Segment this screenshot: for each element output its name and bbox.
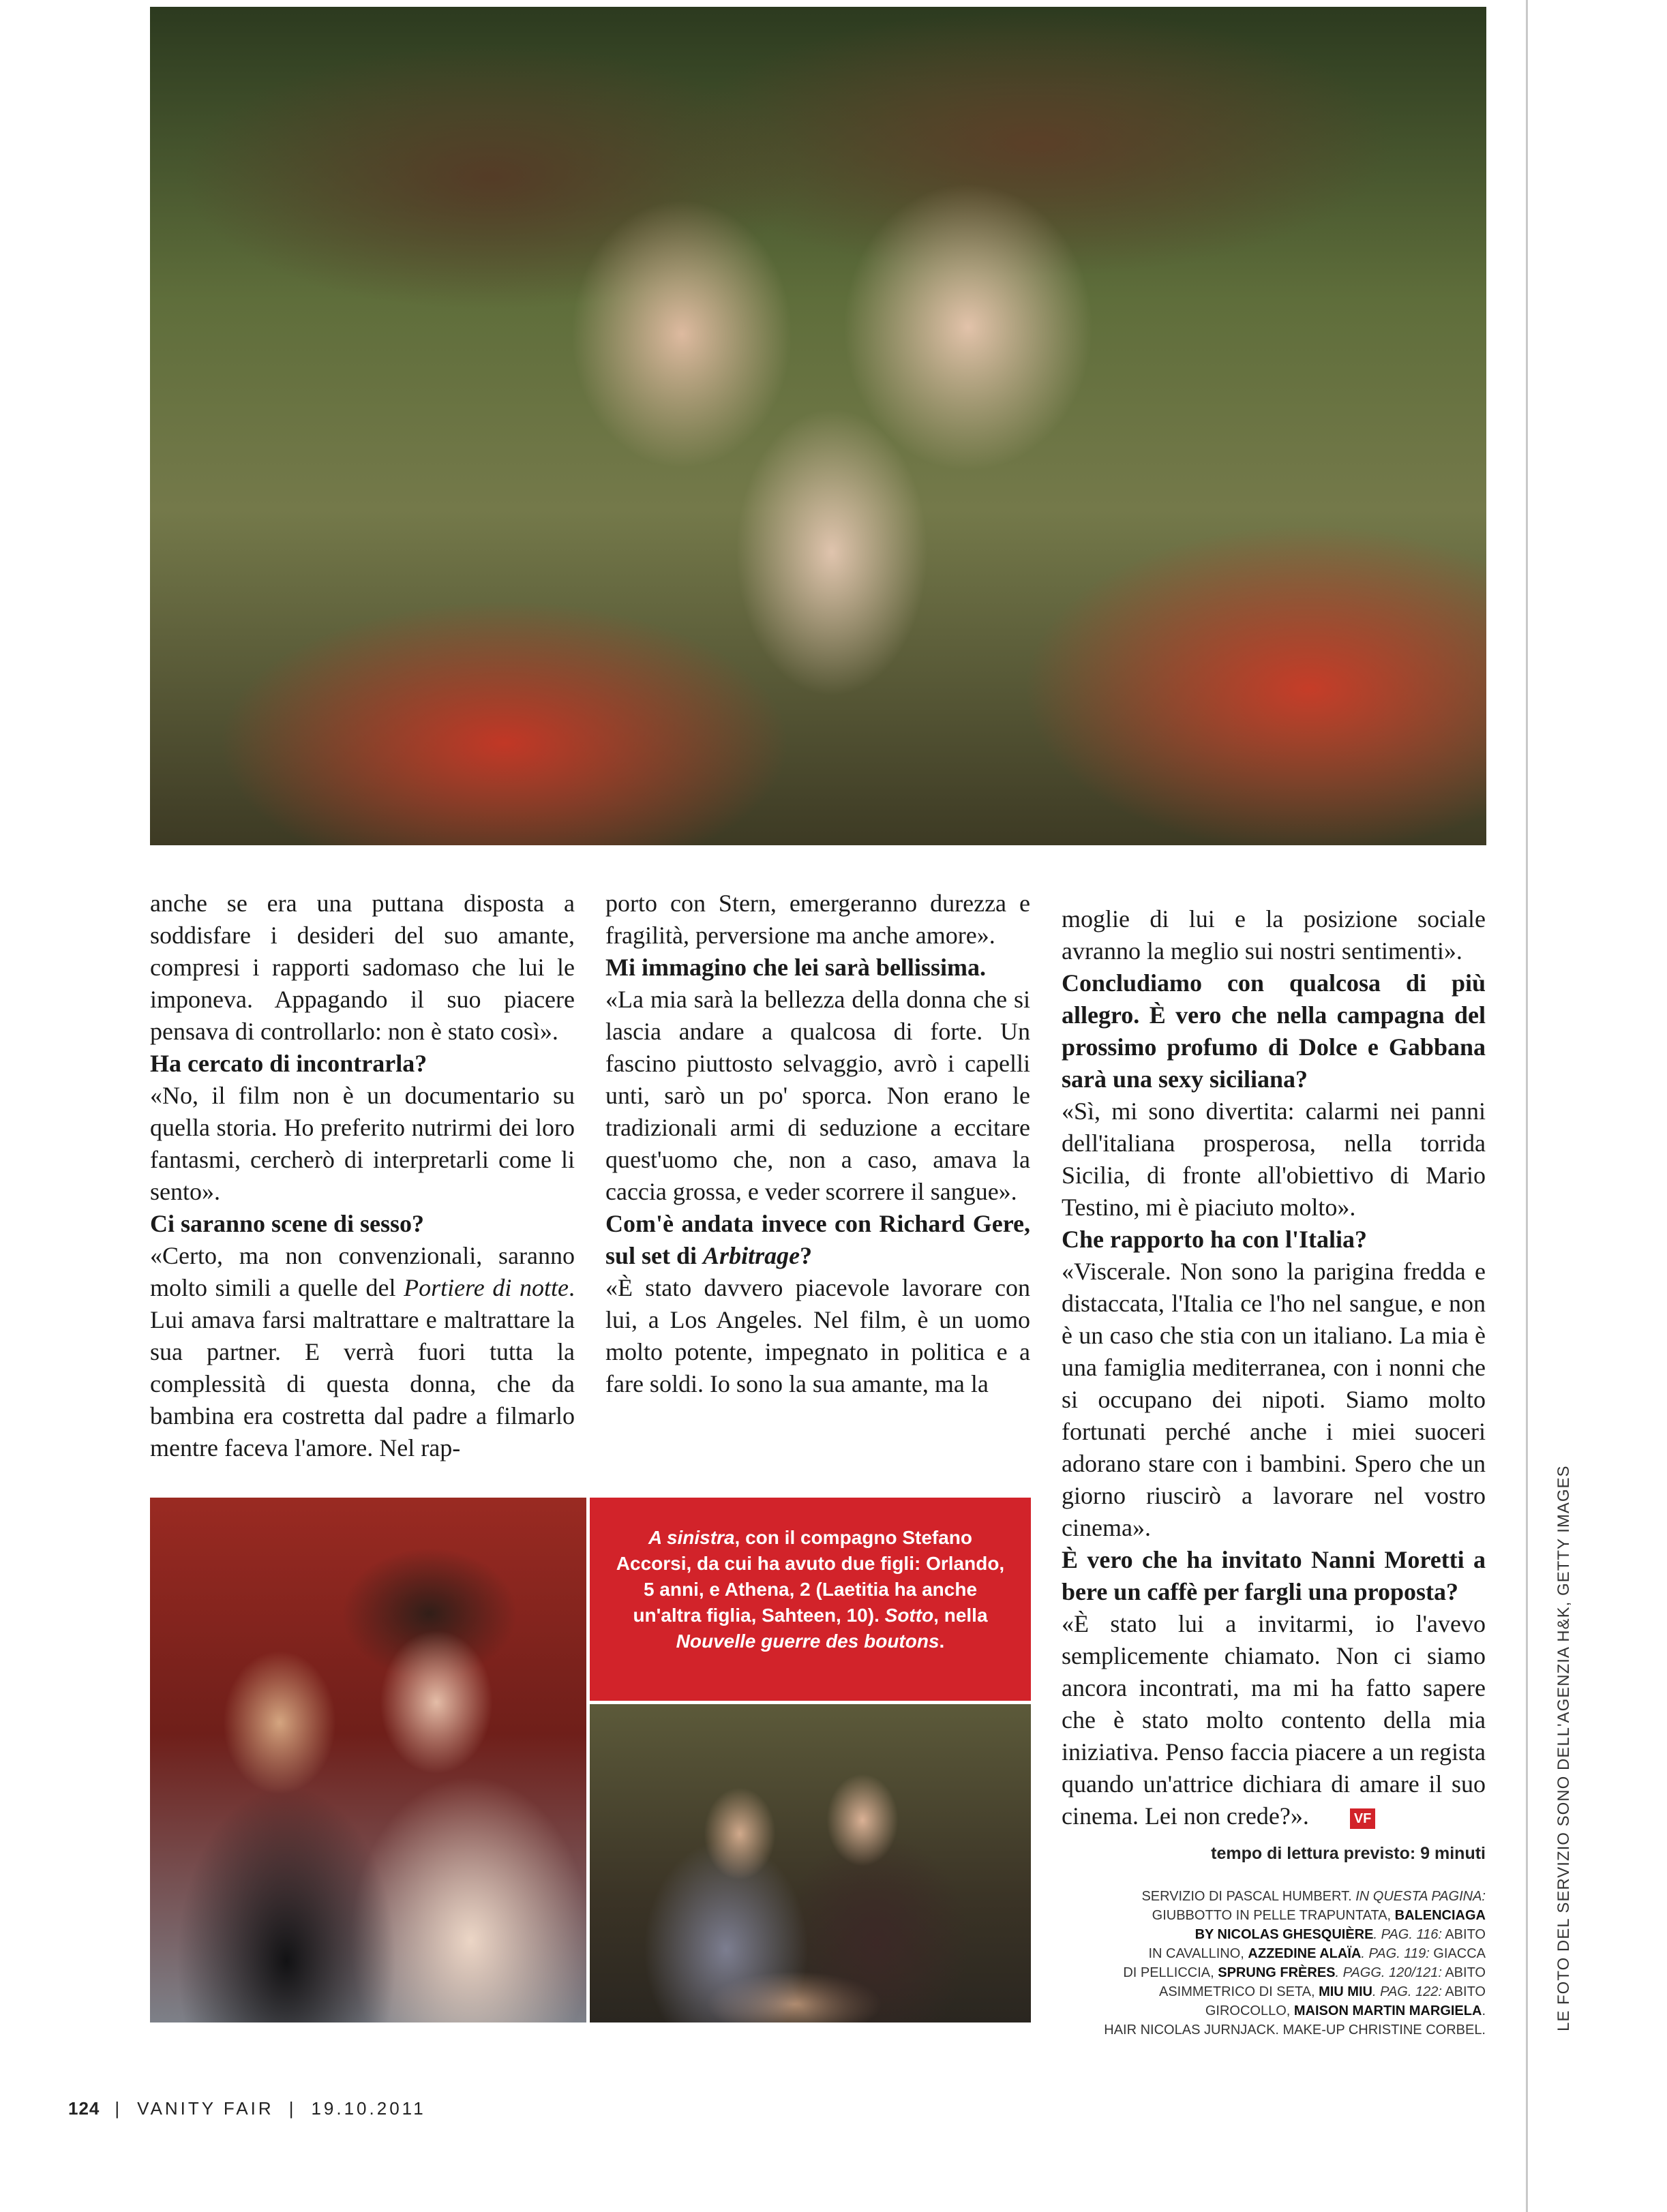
page-number: 124 — [68, 2098, 100, 2119]
page-fold-line — [1526, 0, 1528, 2212]
question-text: Com'è andata invece con Richard Gere, sul set di — [605, 1210, 1030, 1269]
photo-agency-credit: LE FOTO DEL SERVIZIO SONO DELL'AGENZIA H&K, GETTY IMAGES — [1555, 1465, 1573, 2031]
column2-answer-1: «La mia sarà la bellezza della donna che si lascia andare a qualcosa di forte. Un fascino piuttosto selvaggio, avrò i capelli unti, sarò un po' sporca. Non erano le tradizionali armi di seduzione a eccitare quest'uomo che, non a caso, amava la caccia grossa, e veder scorrere il sangue». — [605, 986, 1030, 1205]
caption-text: , con il compagno Stefano Accorsi, da cui ha avuto due figli: Orlando, 5 anni, e Athena, 2 (Laetitia ha anche un'altra figlia, Sahteen, 10). — [616, 1527, 1005, 1626]
credit-brand: AZZEDINE ALAÏA — [1248, 1946, 1362, 1961]
credits-line — [1084, 2001, 1486, 2020]
film-title: Portiere di notte — [404, 1274, 569, 1301]
column3-question-1: Concludiamo con qualcosa di più allegro. È vero che nella campagna del prossimo profumo di Dolce e Gabbana sarà una sexy siciliana? — [1062, 969, 1486, 1093]
column3-paragraph: moglie di lui e la posizione sociale avranno la meglio sui nostri sentimenti». — [1062, 905, 1486, 965]
credit-text: IN CAVALLINO, — [1148, 1946, 1248, 1961]
credits-line — [1084, 1982, 1486, 2001]
credit-brand: SPRUNG FRÈRES — [1218, 1965, 1336, 1980]
credit-text: ASIMMETRICO DI SETA, — [1159, 1984, 1319, 1999]
photo-couple-red-carpet — [150, 1498, 586, 2022]
photo-caption-box — [590, 1498, 1031, 1701]
reading-time: tempo di lettura previsto: 9 minuti — [1211, 1844, 1486, 1863]
credit-text: GIACCA — [1429, 1946, 1486, 1961]
page-footer — [68, 2098, 426, 2119]
magazine-name: VANITY FAIR — [137, 2098, 274, 2119]
caption-text: . — [939, 1631, 945, 1652]
credit-italic: . PAGG. 120/121: — [1335, 1965, 1442, 1980]
column1-question-2: Ci saranno scene di sesso? — [150, 1210, 425, 1237]
credits-line: HAIR NICOLAS JURNJACK. MAKE-UP CHRISTINE CORBEL. — [1104, 2022, 1486, 2037]
caption-lead: A sinistra — [648, 1527, 735, 1548]
footer-separator: | — [115, 2098, 123, 2119]
article-column-1 — [150, 888, 575, 1464]
credit-text: ABITO — [1441, 1927, 1486, 1942]
column3-question-2: Che rapporto ha con l'Italia? — [1062, 1226, 1368, 1253]
credit-brand: BALENCIAGA — [1394, 1908, 1486, 1923]
answer-text: . Lui amava farsi maltrattare e maltrattare la sua partner. E verrà fuori tutta la complessità di questa donna, che da bambina era costretta dal padre a filmarlo mentre faceva l'amore. Nel rap- — [150, 1274, 575, 1461]
credit-brand: MAISON MARTIN MARGIELA — [1293, 2003, 1482, 2018]
credit-italic: IN QUESTA PAGINA: — [1355, 1889, 1486, 1904]
credit-text: GIUBBOTTO IN PELLE TRAPUNTATA, — [1152, 1908, 1395, 1923]
column1-question-1: Ha cercato di incontrarla? — [150, 1050, 427, 1077]
main-photo-red-jacket-mirror — [150, 7, 1486, 845]
credit-text: ABITO — [1441, 1965, 1486, 1980]
credit-brand: BY NICOLAS GHESQUIÈRE — [1195, 1927, 1374, 1942]
column2-answer-2: «È stato davvero piacevole lavorare con lui, a Los Angeles. Nel film, è un uomo molto potente, impegnato in politica e a fare soldi. Io sono la sua amante, ma la — [605, 1274, 1030, 1397]
column1-paragraph: anche se era una puttana disposta a soddisfare i desideri del suo amante, compresi i rapporti sadomaso che lui le imponeva. Appagando il suo piacere pensava di controllarlo: non è stato così». — [150, 890, 575, 1045]
credits-line — [1084, 1944, 1486, 1963]
credits-line — [1084, 1906, 1486, 1925]
answer-text: «Certo, ma non convenzionali, saranno molto simili a quelle del — [150, 1242, 575, 1301]
column1-answer-2 — [150, 1240, 575, 1464]
vf-end-mark: VF — [1350, 1808, 1376, 1829]
issue-date: 19.10.2011 — [311, 2098, 426, 2119]
credit-text: . — [1482, 2003, 1486, 2018]
credits-line — [1084, 1925, 1486, 1944]
credit-italic: . PAG. 119: — [1361, 1946, 1430, 1961]
footer-separator: | — [288, 2098, 297, 2119]
credit-text: SERVIZIO DI PASCAL HUMBERT. — [1141, 1889, 1356, 1904]
column2-paragraph: porto con Stern, emergeranno durezza e fragilità, perversione ma anche amore». — [605, 890, 1030, 949]
column1-answer-1: «No, il film non è un documentario su quella storia. Ho preferito nutrirmi dei loro fantasmi, cercherò di interpretarli come li sento». — [150, 1082, 575, 1205]
credit-italic: . PAG. 122: — [1372, 1984, 1442, 1999]
credit-text: ABITO — [1441, 1984, 1486, 1999]
caption-text: , nella — [933, 1605, 988, 1626]
column3-answer-3 — [1062, 1608, 1486, 1832]
credits-line — [1084, 1887, 1486, 1906]
caption-sotto: Sotto — [884, 1605, 934, 1626]
caption-film-title: Nouvelle guerre des boutons — [676, 1631, 940, 1652]
column2-question-1: Mi immagino che lei sarà bellissima. — [605, 954, 986, 981]
credit-text: GIROCOLLO, — [1205, 2003, 1294, 2018]
column3-answer-2: «Viscerale. Non sono la parigina fredda e distaccata, l'Italia ce l'ho nel sangue, e non è un caso che stia con un italiano. La mia è una famiglia mediterranea, con i nonni che si occupano dei nipoti. Siamo molto fortunati perché anche i miei suoceri adorano stare con i bambini. Spero che un giorno riuscirò a lavorare nel vostro cinema». — [1062, 1258, 1486, 1541]
article-column-2 — [605, 888, 1030, 1400]
credits-line — [1084, 1963, 1486, 1982]
question-mark: ? — [800, 1242, 813, 1269]
credit-text: DI PELLICCIA, — [1123, 1965, 1218, 1980]
column2-question-2 — [605, 1208, 1030, 1272]
credit-italic: . PAG. 116: — [1373, 1927, 1442, 1942]
fashion-credits — [1084, 1887, 1486, 2040]
answer-text: «È stato lui a invitarmi, io l'avevo semplicemente chiamato. Non ci siamo ancora incontrati, ma mi ha fatto sapere che è stato molto contento della mia iniziativa. Penso faccia piacere a un regista quando un'attrice dichiara di amare il suo cinema. Lei non crede?». — [1062, 1610, 1486, 1830]
photo-film-still — [590, 1704, 1031, 2022]
column3-question-3: È vero che ha invitato Nanni Moretti a bere un caffè per fargli una proposta? — [1062, 1546, 1486, 1605]
film-title: Arbitrage — [703, 1242, 800, 1269]
credit-brand: MIU MIU — [1319, 1984, 1372, 1999]
article-column-3 — [1062, 903, 1486, 1832]
column3-answer-1: «Sì, mi sono divertita: calarmi nei panni dell'italiana prosperosa, nella torrida Sicilia, di fronte all'obiettivo di Mario Testino, mi è piaciuto molto». — [1062, 1097, 1486, 1221]
